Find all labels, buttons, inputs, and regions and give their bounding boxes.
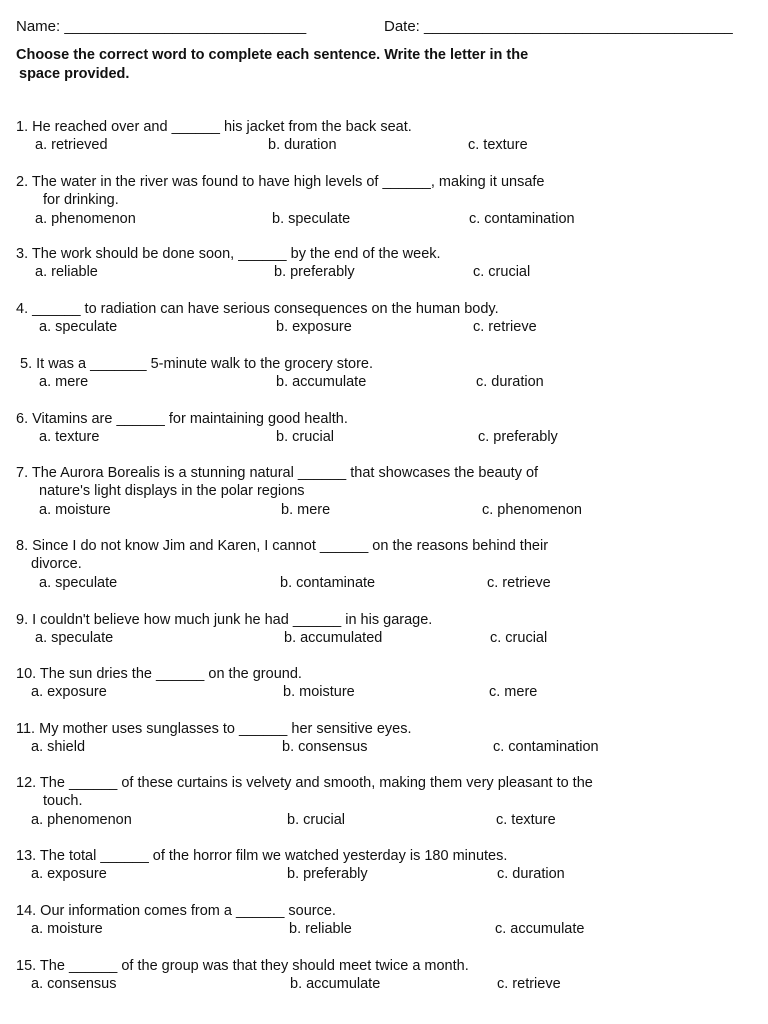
instructions-line-2: space provided. <box>19 65 130 82</box>
question-options <box>16 136 756 154</box>
option-c: c. retrieve <box>473 319 537 336</box>
question-6 <box>16 410 756 447</box>
option-c: c. mere <box>489 684 538 701</box>
question-options <box>16 210 756 228</box>
question-stem: 8. Since I do not know Jim and Karen, I cannot ______ on the reasons behind their <box>16 538 549 554</box>
question-stem-continuation: divorce. <box>31 556 82 573</box>
option-c: c. crucial <box>490 630 548 647</box>
question-9 <box>16 611 756 648</box>
option-b: b. preferably <box>287 866 368 883</box>
option-c: c. preferably <box>478 429 558 446</box>
question-7 <box>16 464 756 519</box>
question-4 <box>16 300 756 337</box>
option-c: c. accumulate <box>495 921 585 938</box>
question-options <box>16 373 756 391</box>
question-stem-continuation: touch. <box>43 793 83 810</box>
question-stem: 1. He reached over and ______ his jacket from the back seat. <box>16 119 412 135</box>
question-options <box>16 975 756 993</box>
option-b: b. speculate <box>272 210 351 227</box>
question-options <box>16 501 756 519</box>
option-b: b. accumulate <box>276 374 367 391</box>
option-b: b. consensus <box>282 739 368 756</box>
option-c: c. duration <box>497 866 565 883</box>
question-options <box>16 428 756 446</box>
option-a: a. speculate <box>39 574 118 591</box>
question-stem: 6. Vitamins are ______ for maintaining good health. <box>16 411 348 427</box>
question-stem: 12. The ______ of these curtains is velvety and smooth, making them very pleasant to the <box>16 775 593 791</box>
question-stem: 10. The sun dries the ______ on the ground. <box>16 666 302 682</box>
question-options <box>16 683 756 701</box>
question-5 <box>16 355 756 392</box>
option-a: a. mere <box>39 374 89 391</box>
option-b: b. exposure <box>276 319 352 336</box>
option-b: b. accumulate <box>290 976 381 993</box>
question-stem: 5. It was a _______ 5-minute walk to the grocery store. <box>20 356 374 372</box>
question-stem: 3. The work should be done soon, ______ by the end of the week. <box>16 246 441 262</box>
option-c: c. duration <box>476 374 544 391</box>
question-10 <box>16 665 756 702</box>
option-a: a. texture <box>39 429 100 446</box>
question-13 <box>16 847 756 884</box>
option-c: c. contamination <box>493 739 599 756</box>
question-stem: 4. ______ to radiation can have serious consequences on the human body. <box>16 301 499 317</box>
question-stem: 14. Our information comes from a ______ source. <box>16 903 336 919</box>
question-options <box>16 811 756 829</box>
option-b: b. accumulated <box>284 630 383 647</box>
question-stem: 15. The ______ of the group was that they should meet twice a month. <box>16 958 469 974</box>
instructions <box>16 46 616 83</box>
question-stem: 13. The total ______ of the horror film we watched yesterday is 180 minutes. <box>16 848 508 864</box>
option-a: a. consensus <box>31 976 117 993</box>
date-field: Date: _____________________________________ <box>384 18 733 35</box>
question-11 <box>16 720 756 757</box>
option-a: a. phenomenon <box>35 210 136 227</box>
option-b: b. preferably <box>274 264 355 281</box>
question-stem-continuation: nature's light displays in the polar regions <box>39 483 305 500</box>
option-c: c. texture <box>468 137 528 154</box>
question-stem: 7. The Aurora Borealis is a stunning natural ______ that showcases the beauty of <box>16 465 539 481</box>
option-c: c. retrieve <box>487 574 551 591</box>
option-a: a. retrieved <box>35 137 108 154</box>
question-options <box>16 574 756 592</box>
option-a: a. moisture <box>31 921 103 938</box>
option-c: c. texture <box>496 811 556 828</box>
question-stem: 9. I couldn't believe how much junk he had ______ in his garage. <box>16 612 433 628</box>
question-8 <box>16 537 756 592</box>
question-options <box>16 318 756 336</box>
question-options <box>16 920 756 938</box>
option-c: c. phenomenon <box>482 501 582 518</box>
option-a: a. exposure <box>31 684 107 701</box>
question-3 <box>16 245 756 282</box>
option-a: a. exposure <box>31 866 107 883</box>
option-a: a. reliable <box>35 264 98 281</box>
option-b: b. crucial <box>276 429 335 446</box>
question-stem: 2. The water in the river was found to have high levels of ______, making it unsafe <box>16 174 545 190</box>
question-stem-continuation: for drinking. <box>43 192 119 209</box>
question-options <box>16 738 756 756</box>
option-b: b. duration <box>268 137 337 154</box>
option-a: a. shield <box>31 739 86 756</box>
question-options <box>16 263 756 281</box>
option-a: a. moisture <box>39 501 111 518</box>
option-a: a. phenomenon <box>31 811 132 828</box>
option-b: b. moisture <box>283 684 355 701</box>
option-a: a. speculate <box>35 630 114 647</box>
question-stem: 11. My mother uses sunglasses to ______ her sensitive eyes. <box>16 721 412 737</box>
question-1 <box>16 118 756 155</box>
instructions-line-1: Choose the correct word to complete each sentence. Write the letter in the <box>16 47 529 63</box>
option-a: a. speculate <box>39 319 118 336</box>
option-b: b. reliable <box>289 921 352 938</box>
option-c: c. contamination <box>469 210 575 227</box>
option-c: c. crucial <box>473 264 531 281</box>
question-15 <box>16 957 756 994</box>
question-options <box>16 865 756 883</box>
option-c: c. retrieve <box>497 976 561 993</box>
option-b: b. crucial <box>287 811 346 828</box>
question-12 <box>16 774 756 829</box>
question-2 <box>16 173 756 228</box>
question-14 <box>16 902 756 939</box>
question-options <box>16 629 756 647</box>
name-field: Name: _____________________________ <box>16 18 307 35</box>
option-b: b. mere <box>281 501 331 518</box>
option-b: b. contaminate <box>280 574 376 591</box>
